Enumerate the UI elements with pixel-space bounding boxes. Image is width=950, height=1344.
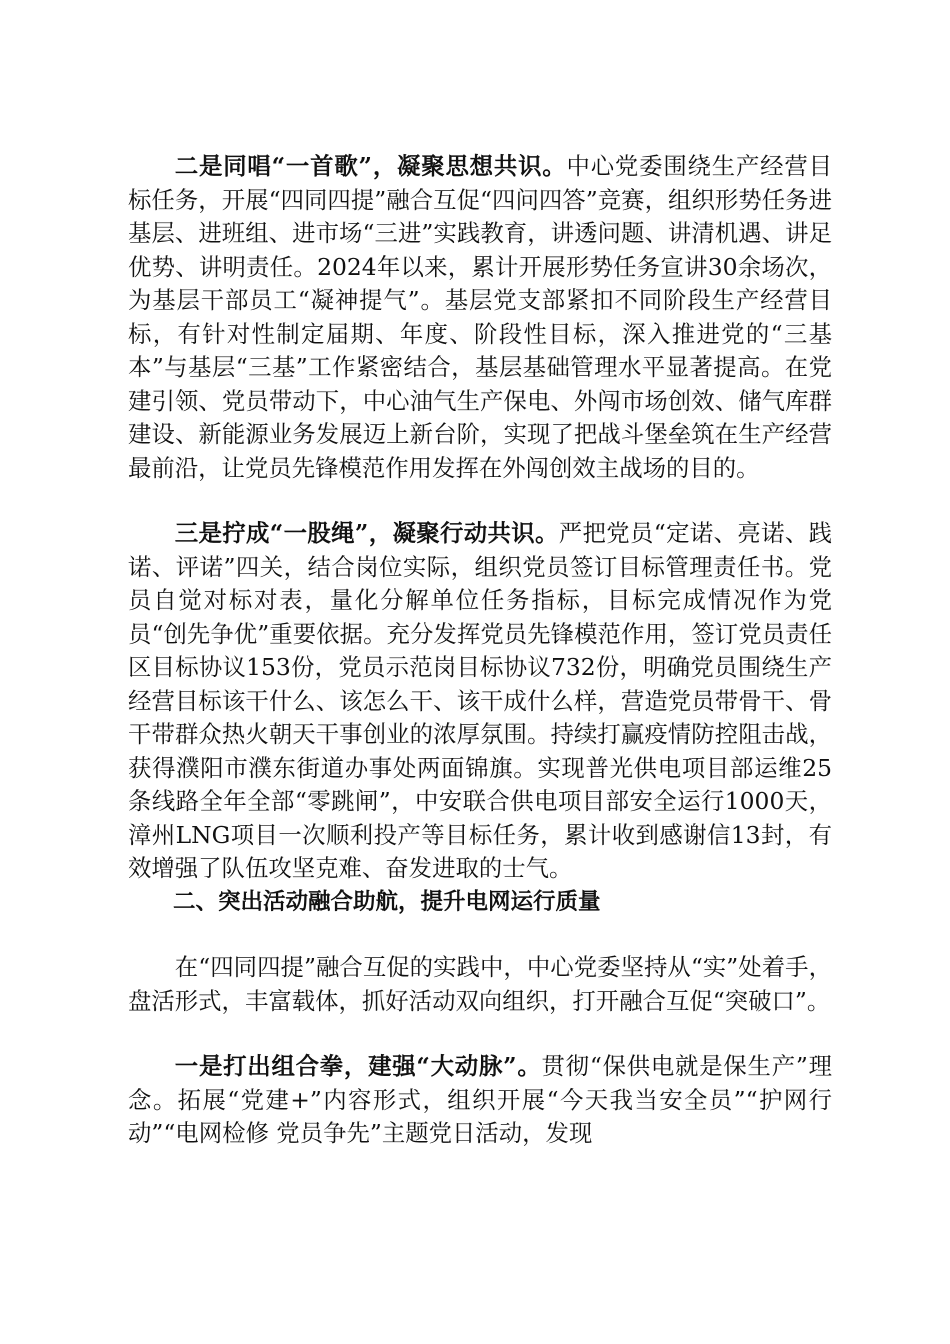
paragraph-three-body: 贯彻“保供电就是保生产”理念。拓展“党建+”内容形式，组织开展“今天我当安全员”“护网行动”“电网检修 党员争先”主题党日活动，发现: [128, 1052, 832, 1147]
section-intro: 在“四同四提”融合互促的实践中，中心党委坚持从“实”处着手，盘活形式，丰富载体，抓好活动双向组织，打开融合互促“突破口”。: [128, 953, 832, 1015]
paragraph-one-lead: 二是同唱“一首歌”，凝聚思想共识。: [174, 152, 567, 180]
paragraph-three: [128, 1050, 832, 1151]
paragraph-two: [128, 517, 832, 886]
paragraph-one-body: 中心党委围绕生产经营目标任务，开展“四同四提”融合互促“四问四答”竞赛，组织形势任务进基层、进班组、进市场“三进”实践教育，讲透问题、讲清机遇、讲足优势、讲明责任。2024年以来，累计开展形势任务宣讲30余场次，为基层干部员工“凝神提气”。基层党支部紧扣不同阶段生产经营目标，有针对性制定届期、年度、阶段性目标，深入推进党的“三基本”与基层“三基”工作紧密结合，基层基础管理水平显著提高。在党建引领、党员带动下，中心油气生产保电、外闯市场创效、储气库群建设、新能源业务发展迈上新台阶，实现了把战斗堡垒筑在生产经营最前沿，让党员先锋模范作用发挥在外闯创效主战场的目的。: [128, 152, 832, 482]
document-page: [128, 150, 832, 1151]
paragraph-three-lead: 一是打出组合拳，建强“大动脉”。: [174, 1052, 542, 1080]
paragraph-two-lead: 三是拧成“一股绳”，凝聚行动共识。: [174, 519, 559, 547]
paragraph-one: [128, 150, 832, 485]
section-heading: 二、突出活动融合助航，提升电网运行质量: [173, 888, 601, 915]
paragraph-two-body: 严把党员“定诺、亮诺、践诺、评诺”四关，结合岗位实际，组织党员签订目标管理责任书。党员自觉对标对表，量化分解单位任务指标，目标完成情况作为党员“创先争优”重要依据。充分发挥党员先锋模范作用，签订党员责任区目标协议153份，党员示范岗目标协议732份，明确党员围绕生产经营目标该干什么、该怎么干、该干成什么样，营造党员带骨干、骨干带群众热火朝天干事创业的浓厚氛围。持续打赢疫情防控阻击战，获得濮阳市濮东街道办事处两面锦旗。实现普光供电项目部运维25条线路全年全部“零跳闸”，中安联合供电项目部安全运行1000天，漳州LNG项目一次顺利投产等目标任务，累计收到感谢信13封，有效增强了队伍攻坚克难、奋发进取的士气。: [128, 519, 832, 882]
